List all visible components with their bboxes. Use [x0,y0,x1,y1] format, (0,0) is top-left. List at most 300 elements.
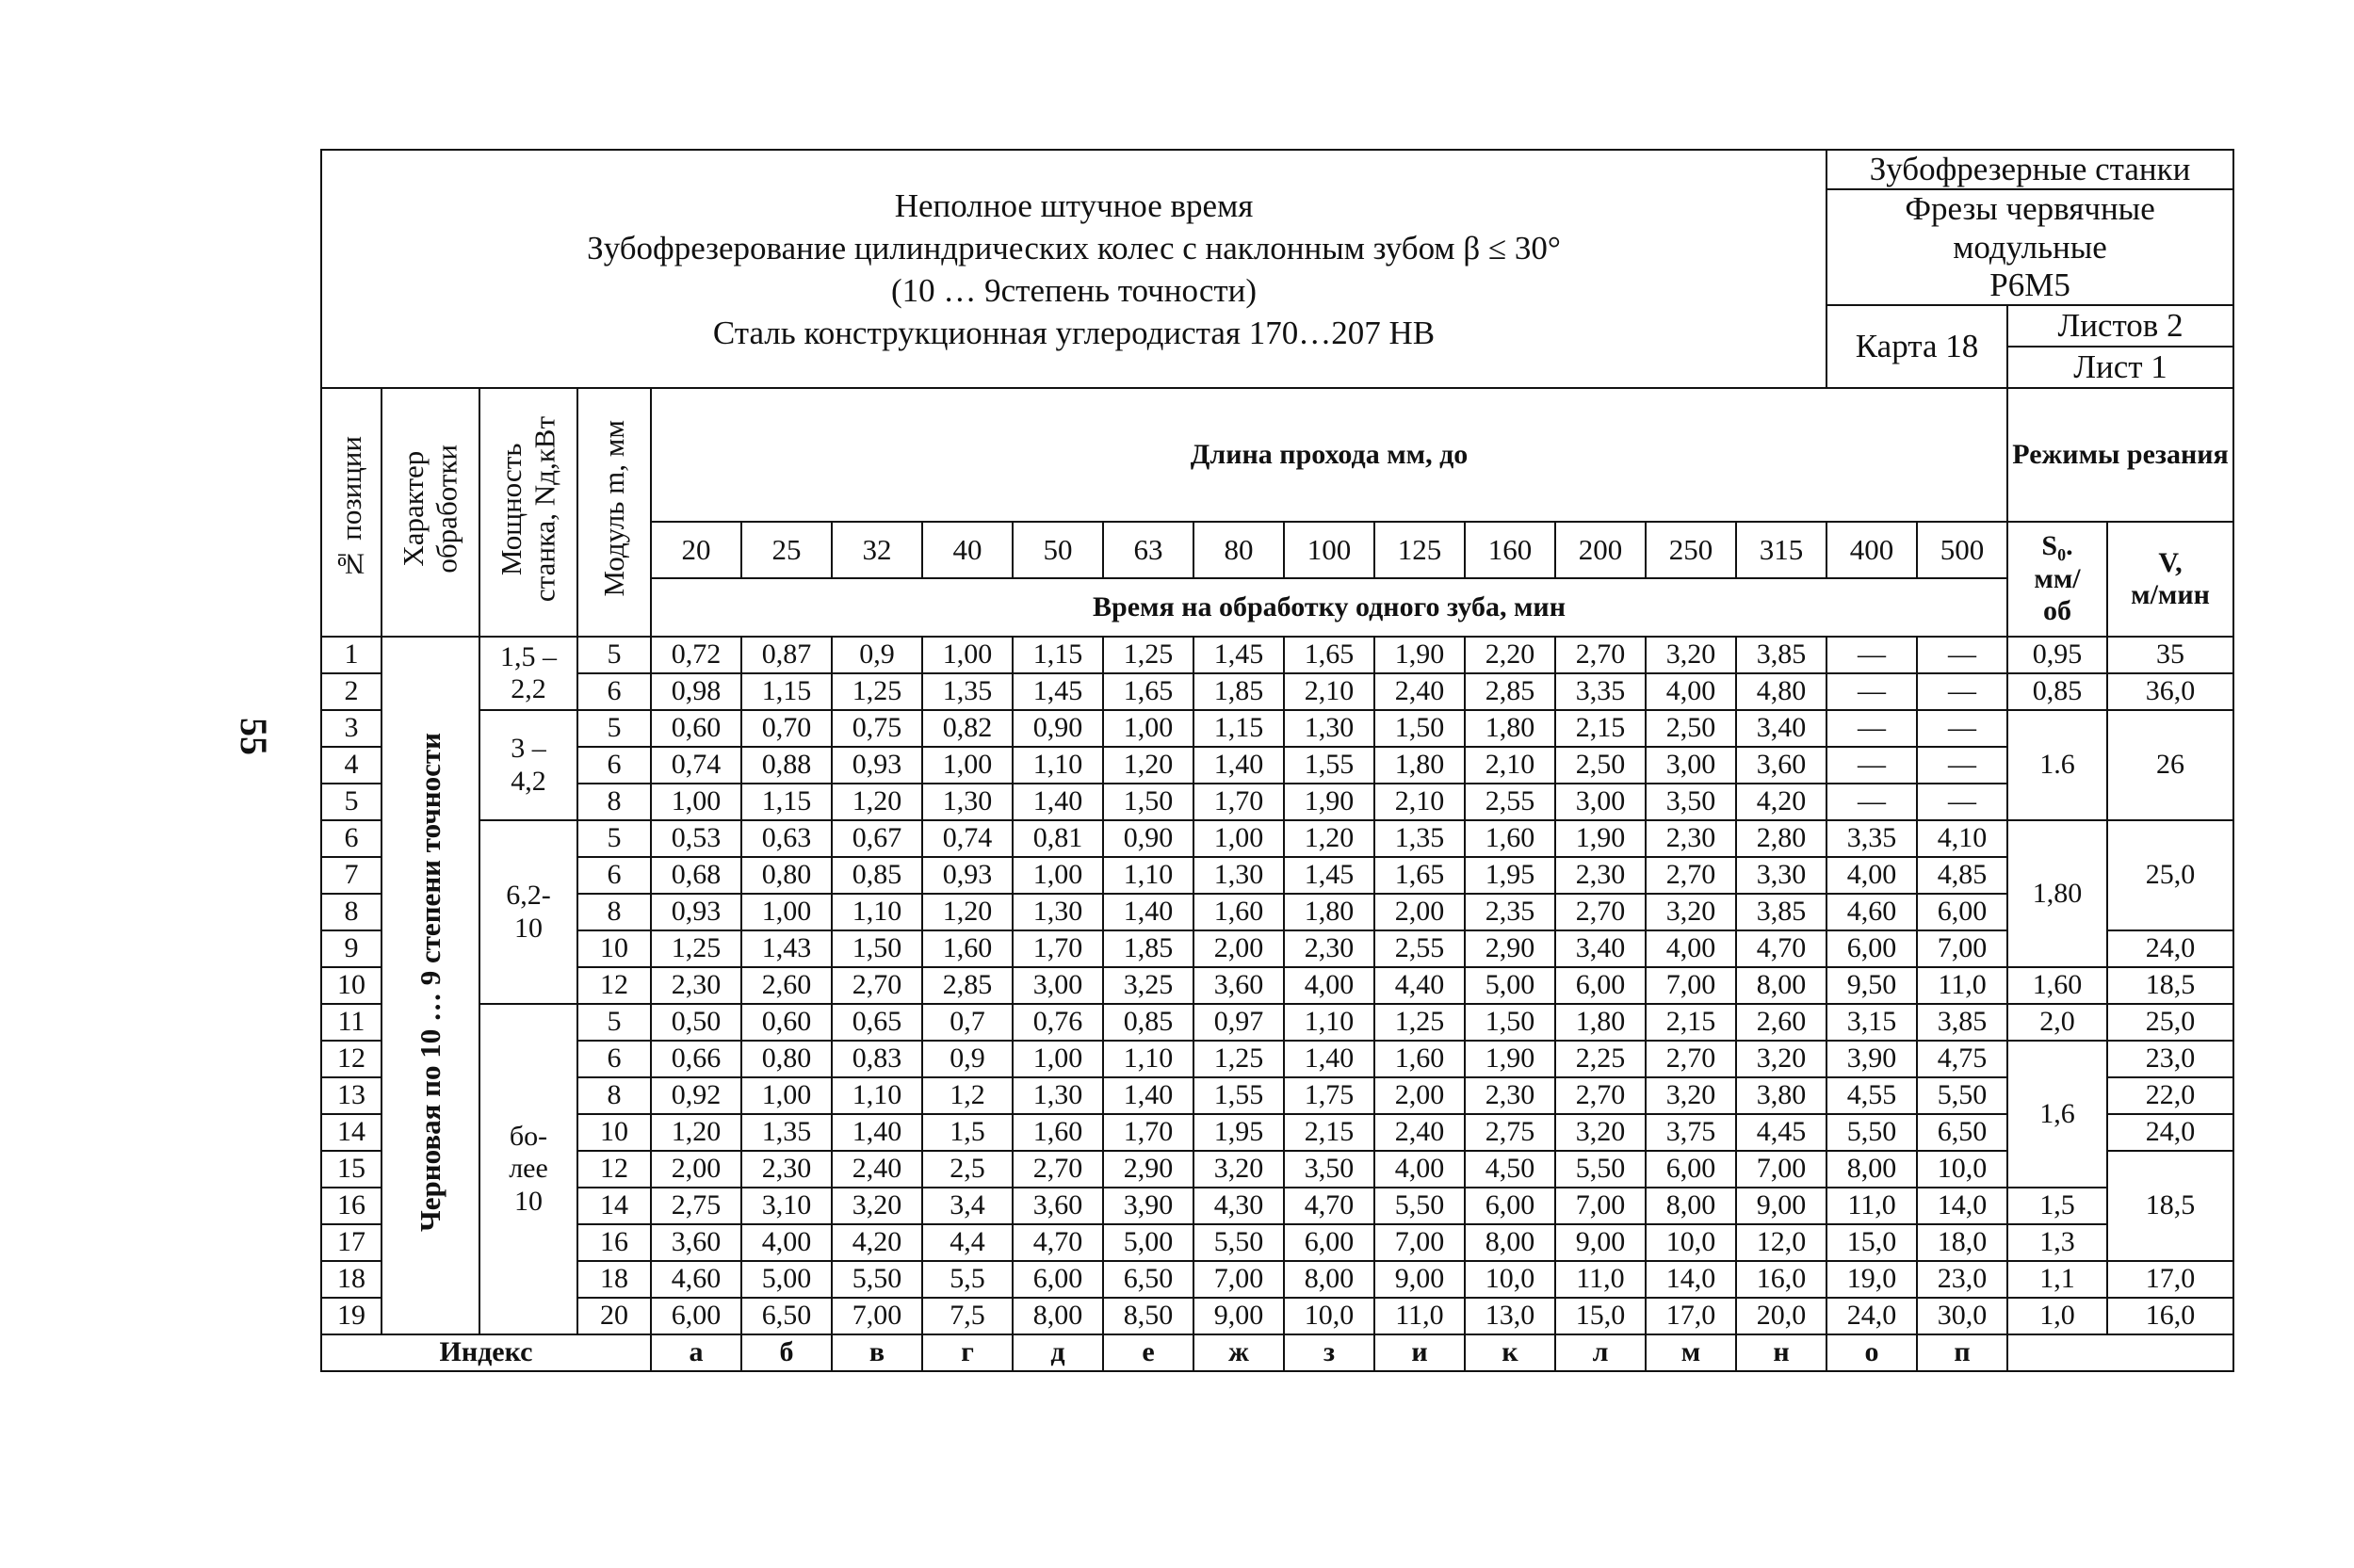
time-cell: 2,70 [1646,1041,1736,1077]
length-col-315: 315 [1736,522,1826,578]
time-cell: 5,50 [1374,1188,1465,1224]
time-cell: 1,65 [1103,673,1193,710]
col-power [479,388,577,637]
processing-cell [382,637,479,1334]
v-cell: 18,5 [2107,1151,2233,1261]
length-col-50: 50 [1013,522,1103,578]
time-cell: 1,20 [1103,747,1193,784]
time-cell: 0,93 [651,894,741,930]
time-cell: 8,00 [1013,1298,1103,1334]
time-cell: 2,50 [1555,747,1646,784]
v-cell: 18,5 [2107,967,2233,1004]
table-row [321,710,2233,747]
time-cell: 2,10 [1465,747,1555,784]
time-cell: 1,00 [922,637,1013,673]
time-cell: 1,10 [832,1077,922,1114]
time-cell: 2,30 [1555,857,1646,894]
time-cell: 1,30 [1013,1077,1103,1114]
time-cell: 9,00 [1555,1224,1646,1261]
time-cell: 2,85 [922,967,1013,1004]
time-cell: 4,55 [1826,1077,1917,1114]
time-cell: 3,20 [1555,1114,1646,1151]
time-cell: 0,50 [651,1004,741,1041]
time-cell: 1,2 [922,1077,1013,1114]
time-cell: 1,55 [1284,747,1374,784]
time-cell: 2,70 [1013,1151,1103,1188]
time-cell: 14,0 [1646,1261,1736,1298]
table-row [321,894,2233,930]
time-cell: 2,00 [651,1151,741,1188]
time-cell: 0,65 [832,1004,922,1041]
index-label: Индекс [321,1334,651,1371]
length-col-25: 25 [741,522,832,578]
v-cell: 35 [2107,637,2233,673]
s0-cell: 1,5 [2007,1188,2107,1224]
time-cell: 2,30 [1284,930,1374,967]
time-cell: 1,35 [922,673,1013,710]
time-cell: 0,68 [651,857,741,894]
time-cell: 1,10 [1013,747,1103,784]
time-cell: 5,50 [1917,1077,2007,1114]
time-cell: 1,15 [1013,637,1103,673]
time-cell: 5,00 [741,1261,832,1298]
table-row [321,747,2233,784]
module-cell: 12 [577,967,651,1004]
time-cell: 3,80 [1736,1077,1826,1114]
time-cell: 1,70 [1013,930,1103,967]
s0-cell: 1,80 [2007,820,2107,967]
power-cell: 1,5 – 2,2 [479,637,577,710]
time-cell: 1,25 [1193,1041,1284,1077]
time-cell: 4,70 [1284,1188,1374,1224]
time-cell: 2,70 [1555,637,1646,673]
time-cell: 1,00 [1103,710,1193,747]
time-cell: 0,81 [1013,820,1103,857]
time-cell: 3,20 [1736,1041,1826,1077]
time-cell: 23,0 [1917,1261,2007,1298]
time-cell: 11,0 [1374,1298,1465,1334]
time-header: Время на обработку одного зуба, мин [651,578,2007,637]
time-cell: 1,80 [1465,710,1555,747]
position-cell: 7 [321,857,382,894]
time-cell: 4,00 [1646,930,1736,967]
col-power-label: Мощность станка, Nд,кВт [495,415,561,602]
time-cell: 6,00 [1284,1224,1374,1261]
time-cell: 1,90 [1374,637,1465,673]
time-cell: 1,30 [922,784,1013,820]
table-row [321,1188,2233,1224]
s0-cell: 1,1 [2007,1261,2107,1298]
index-row [321,1334,2233,1371]
table-row [321,1224,2233,1261]
length-col-125: 125 [1374,522,1465,578]
v-cell: 22,0 [2107,1077,2233,1114]
time-cell: 3,85 [1736,894,1826,930]
time-cell: 0,83 [832,1041,922,1077]
index-letter: в [832,1334,922,1371]
position-cell: 19 [321,1298,382,1334]
time-cell: 1,45 [1193,637,1284,673]
s0-cell: 1,60 [2007,967,2107,1004]
title-line-4: Сталь конструкционная углеродистая 170…207 НВ [712,314,1436,351]
time-cell: 0,66 [651,1041,741,1077]
length-col-80: 80 [1193,522,1284,578]
time-cell: 4,20 [832,1224,922,1261]
time-cell: — [1826,747,1917,784]
time-cell: 6,00 [1826,930,1917,967]
index-letter: о [1826,1334,1917,1371]
s0-cell: 1,6 [2007,1041,2107,1188]
index-letter: з [1284,1334,1374,1371]
time-cell: 1,65 [1374,857,1465,894]
time-cell: 1,80 [1374,747,1465,784]
time-cell: 1,35 [741,1114,832,1151]
table-row [321,930,2233,967]
v-cell: 24,0 [2107,930,2233,967]
time-cell: 3,25 [1103,967,1193,1004]
position-cell: 8 [321,894,382,930]
time-cell: 0,74 [651,747,741,784]
time-cell: 0,88 [741,747,832,784]
time-cell: 2,40 [1374,1114,1465,1151]
time-cell: 0,9 [922,1041,1013,1077]
position-cell: 17 [321,1224,382,1261]
time-cell: 2,75 [1465,1114,1555,1151]
time-cell: 4,80 [1736,673,1826,710]
time-cell: 10,0 [1465,1261,1555,1298]
title-line-1: Неполное штучное время [894,186,1254,224]
table-row [321,857,2233,894]
tool-type [1826,189,2233,305]
time-cell: 7,00 [1374,1224,1465,1261]
time-cell: 0,90 [1103,820,1193,857]
index-empty [2007,1334,2233,1371]
time-cell: 2,50 [1646,710,1736,747]
time-cell: 1,25 [651,930,741,967]
page-number: 55 [233,718,276,755]
time-cell: 1,90 [1555,820,1646,857]
time-cell: 2,70 [832,967,922,1004]
time-cell: — [1826,673,1917,710]
time-cell: 1,00 [741,894,832,930]
regimes-header: Режимы резания [2007,388,2233,522]
time-cell: 1,40 [1103,1077,1193,1114]
time-cell: 3,90 [1826,1041,1917,1077]
time-cell: 1,75 [1284,1077,1374,1114]
module-cell: 10 [577,930,651,967]
time-cell: 14,0 [1917,1188,2007,1224]
time-cell: 4,70 [1013,1224,1103,1261]
s0-cell: 0,85 [2007,673,2107,710]
time-cell: 0,70 [741,710,832,747]
module-cell: 6 [577,857,651,894]
time-cell: 1,10 [1103,1041,1193,1077]
time-cell: 2,70 [1646,857,1736,894]
time-cell: 1,60 [1013,1114,1103,1151]
module-cell: 14 [577,1188,651,1224]
sheets-total: Листов 2 [2007,305,2233,347]
time-cell: 2,20 [1465,637,1555,673]
time-cell: 4,70 [1736,930,1826,967]
col-position-label: № позиции [334,436,368,581]
time-cell: 4,45 [1736,1114,1826,1151]
time-cell: 1,40 [832,1114,922,1151]
time-cell: 0,75 [832,710,922,747]
time-cell: — [1826,637,1917,673]
time-cell: 4,75 [1917,1041,2007,1077]
norm-card [320,149,2232,1372]
machine-type: Зубофрезерные станки [1826,150,2233,189]
time-cell: 2,90 [1465,930,1555,967]
time-cell: 1,25 [1374,1004,1465,1041]
time-cell: 0,63 [741,820,832,857]
time-cell: 1,20 [651,1114,741,1151]
time-cell: 2,85 [1465,673,1555,710]
time-cell: 3,10 [741,1188,832,1224]
time-cell: 2,75 [651,1188,741,1224]
time-cell: 2,00 [1374,1077,1465,1114]
s0-cell: 0,95 [2007,637,2107,673]
time-cell: 2,90 [1103,1151,1193,1188]
time-cell: 17,0 [1646,1298,1736,1334]
module-cell: 5 [577,820,651,857]
time-cell: 2,30 [1465,1077,1555,1114]
time-cell: 8,50 [1103,1298,1193,1334]
col-module [577,388,651,637]
time-cell: 1,60 [1465,820,1555,857]
module-cell: 5 [577,637,651,673]
time-cell: 1,00 [922,747,1013,784]
time-cell: 2,30 [651,967,741,1004]
length-col-100: 100 [1284,522,1374,578]
time-cell: 7,00 [1193,1261,1284,1298]
module-cell: 5 [577,1004,651,1041]
time-cell: 2,10 [1374,784,1465,820]
length-col-32: 32 [832,522,922,578]
module-cell: 18 [577,1261,651,1298]
time-cell: 5,50 [832,1261,922,1298]
time-cell: 1,15 [741,673,832,710]
time-cell: 7,00 [1555,1188,1646,1224]
card-number: Карта 18 [1826,305,2007,388]
time-cell: 1,95 [1193,1114,1284,1151]
position-cell: 18 [321,1261,382,1298]
time-cell: 4,60 [651,1261,741,1298]
time-cell: 1,50 [1103,784,1193,820]
length-col-250: 250 [1646,522,1736,578]
time-cell: 2,35 [1465,894,1555,930]
time-cell: 4,00 [1826,857,1917,894]
time-cell: — [1826,784,1917,820]
time-cell: 8,00 [1646,1188,1736,1224]
time-cell: 4,40 [1374,967,1465,1004]
time-cell: 1,5 [922,1114,1013,1151]
position-cell: 12 [321,1041,382,1077]
time-cell: 1,90 [1465,1041,1555,1077]
length-col-400: 400 [1826,522,1917,578]
time-cell: 1,65 [1284,637,1374,673]
time-cell: 1,50 [832,930,922,967]
time-cell: 1,30 [1013,894,1103,930]
tool-line-1: Фрезы червячные модульные [1905,190,2155,266]
time-cell: 0,7 [922,1004,1013,1041]
module-cell: 8 [577,1077,651,1114]
time-cell: 7,00 [1917,930,2007,967]
time-cell: 3,35 [1555,673,1646,710]
time-cell: 2,40 [1374,673,1465,710]
index-letter: г [922,1334,1013,1371]
time-cell: 3,40 [1555,930,1646,967]
time-cell: 12,0 [1736,1224,1826,1261]
time-cell: 4,10 [1917,820,2007,857]
length-col-500: 500 [1917,522,2007,578]
time-cell: 0,80 [741,1041,832,1077]
time-cell: 30,0 [1917,1298,2007,1334]
module-cell: 20 [577,1298,651,1334]
time-cell: 5,00 [1465,967,1555,1004]
time-cell: 11,0 [1555,1261,1646,1298]
time-cell: 1,30 [1193,857,1284,894]
index-letter: е [1103,1334,1193,1371]
index-letter: п [1917,1334,2007,1371]
time-cell: 2,55 [1374,930,1465,967]
position-cell: 16 [321,1188,382,1224]
table-row [321,1041,2233,1077]
time-cell: 1,70 [1193,784,1284,820]
col-processing [382,388,479,637]
time-cell: 1,00 [651,784,741,820]
time-cell: 1,30 [1284,710,1374,747]
module-cell: 8 [577,784,651,820]
v-cell: 24,0 [2107,1114,2233,1151]
time-cell: 3,60 [1013,1188,1103,1224]
time-cell: 3,85 [1917,1004,2007,1041]
time-cell: 0,53 [651,820,741,857]
time-cell: 0,92 [651,1077,741,1114]
time-cell: 0,67 [832,820,922,857]
time-cell: 10,0 [1284,1298,1374,1334]
time-cell: 4,30 [1193,1188,1284,1224]
index-letter: б [741,1334,832,1371]
index-letter: а [651,1334,741,1371]
processing-label: Черновая по 10 … 9 степени точности [414,732,447,1232]
time-cell: 4,4 [922,1224,1013,1261]
time-cell: 4,00 [1646,673,1736,710]
time-cell: 10,0 [1646,1224,1736,1261]
title-line-2: Зубофрезерование цилиндрических колес с наклонным зубом β ≤ 30° [587,229,1561,267]
time-cell: 2,70 [1555,1077,1646,1114]
time-cell: 5,00 [1103,1224,1193,1261]
time-cell: 1,40 [1193,747,1284,784]
time-cell: 1,45 [1013,673,1103,710]
time-cell: 5,50 [1555,1151,1646,1188]
index-letter: к [1465,1334,1555,1371]
time-cell: 1,00 [1013,857,1103,894]
time-cell: 2,55 [1465,784,1555,820]
s0-cell: 1,0 [2007,1298,2107,1334]
time-cell: 1,60 [1374,1041,1465,1077]
time-cell: 0,72 [651,637,741,673]
time-cell: 1,25 [1103,637,1193,673]
time-cell: 3,15 [1826,1004,1917,1041]
title-line-3: (10 … 9степень точности) [890,271,1258,309]
table-row [321,1298,2233,1334]
time-cell: 3,40 [1736,710,1826,747]
time-cell: 2,00 [1193,930,1284,967]
time-cell: 1,50 [1374,710,1465,747]
table-row [321,1151,2233,1188]
index-letter: и [1374,1334,1465,1371]
power-cell: 3 – 4,2 [479,710,577,820]
time-cell: 1,80 [1284,894,1374,930]
time-cell: 3,30 [1736,857,1826,894]
module-cell: 12 [577,1151,651,1188]
power-cell: 6,2- 10 [479,820,577,1004]
length-col-63: 63 [1103,522,1193,578]
time-cell: — [1917,710,2007,747]
time-cell: 1,00 [1193,820,1284,857]
time-cell: 3,60 [651,1224,741,1261]
table-row [321,637,2233,673]
time-cell: 18,0 [1917,1224,2007,1261]
time-cell: 2,80 [1736,820,1826,857]
time-cell: 1,50 [1465,1004,1555,1041]
time-cell: 3,20 [1646,637,1736,673]
time-cell: 15,0 [1555,1298,1646,1334]
table-row [321,1004,2233,1041]
time-cell: 3,00 [1646,747,1736,784]
v-header: V, м/мин [2107,522,2233,637]
time-cell: 1,80 [1555,1004,1646,1041]
time-cell: 6,50 [1103,1261,1193,1298]
position-cell: 10 [321,967,382,1004]
index-letter: д [1013,1334,1103,1371]
time-cell: 2,25 [1555,1041,1646,1077]
time-cell: 7,00 [1646,967,1736,1004]
time-cell: 6,00 [1646,1151,1736,1188]
position-cell: 4 [321,747,382,784]
time-cell: 1,20 [1284,820,1374,857]
time-cell: 9,00 [1374,1261,1465,1298]
time-cell: 1,60 [922,930,1013,967]
table-row [321,1261,2233,1298]
v-cell: 23,0 [2107,1041,2233,1077]
card-title [321,150,1826,388]
position-cell: 3 [321,710,382,747]
time-cell: 0,80 [741,857,832,894]
time-cell: 3,85 [1736,637,1826,673]
time-cell: 3,90 [1103,1188,1193,1224]
time-cell: 2,15 [1555,710,1646,747]
time-cell: 0,87 [741,637,832,673]
norm-table [320,149,2234,1372]
time-cell: 2,30 [1646,820,1736,857]
col-module-label: Модуль m, мм [597,420,631,597]
index-letter: ж [1193,1334,1284,1371]
time-cell: 1,20 [922,894,1013,930]
time-cell: 3,75 [1646,1114,1736,1151]
time-cell: 1,70 [1103,1114,1193,1151]
time-cell: 3,20 [1193,1151,1284,1188]
time-cell: 3,20 [1646,1077,1736,1114]
time-cell: 19,0 [1826,1261,1917,1298]
index-letter: м [1646,1334,1736,1371]
tool-line-2: Р6М5 [1989,266,2070,303]
position-cell: 5 [321,784,382,820]
v-cell: 16,0 [2107,1298,2233,1334]
time-cell: 0,90 [1013,710,1103,747]
time-cell: 2,30 [741,1151,832,1188]
